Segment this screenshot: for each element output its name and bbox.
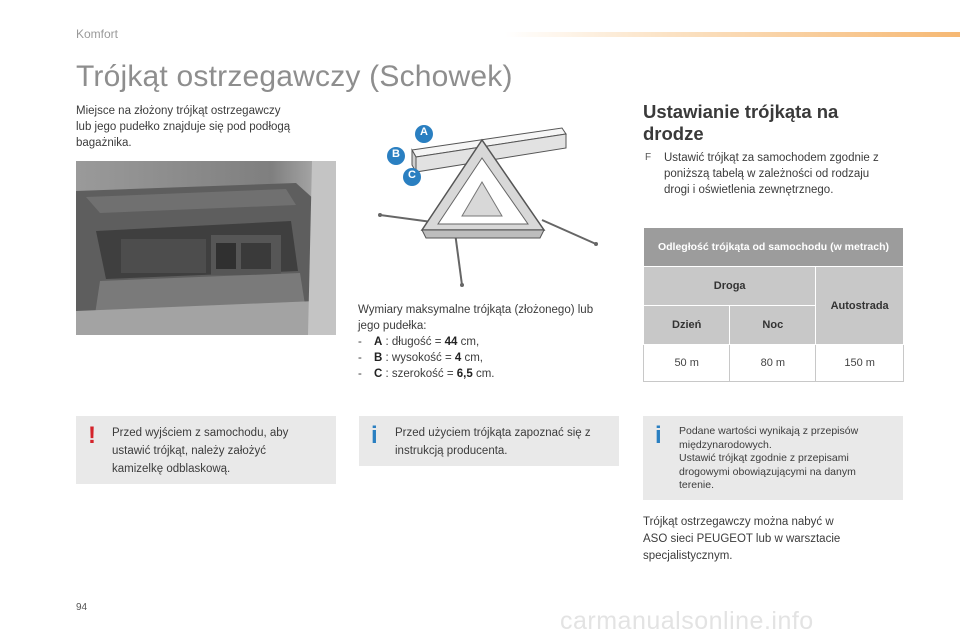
bullet-line: drogi i oświetlenia zewnętrznego. — [664, 184, 834, 196]
dimension-value: 4 — [454, 352, 462, 364]
intro-text — [76, 103, 321, 151]
label-a: A — [420, 126, 428, 138]
bullet-mark: F — [645, 152, 652, 163]
col-day: Dzień — [644, 306, 730, 345]
warning-line: kamizelkę odblaskową. — [112, 463, 231, 475]
info-note-regulations — [643, 416, 903, 500]
info-icon: i — [655, 422, 662, 449]
warning-note — [76, 416, 336, 484]
intro-line: lub jego pudełko znajduje się pod podłogą — [76, 121, 291, 133]
info-line: Podane wartości wynikają z przepisów — [679, 425, 859, 437]
intro-line: bagażnika. — [76, 137, 132, 149]
col-road: Droga — [644, 267, 816, 306]
warning-line: Przed wyjściem z samochodu, aby — [112, 427, 289, 439]
trunk-photo-illustration — [76, 161, 336, 335]
bullet-line: Ustawić trójkąt za samochodem zgodnie z — [664, 152, 879, 164]
purchase-line: ASO sieci PEUGEOT lub w warsztacie — [643, 533, 841, 545]
dimension-unit: cm. — [472, 368, 495, 380]
warning-line: ustawić trójkąt, należy założyć — [112, 445, 267, 457]
intro-line: Miejsce na złożony trójkąt ostrzegawczy — [76, 105, 281, 117]
warning-icon: ! — [88, 422, 96, 449]
warning-text — [112, 424, 332, 478]
warning-triangle-diagram — [372, 120, 608, 295]
bullet-line: poniższą tabelą w zależności od rodzaju — [664, 168, 870, 180]
info-text — [395, 424, 615, 460]
setup-heading-line: drodze — [643, 123, 704, 144]
info-line: Przed użyciem trójkąta zapoznać się z — [395, 427, 591, 439]
dimensions-intro: Wymiary maksymalne trójkąta (złożonego) lub — [358, 304, 594, 316]
dimension-item — [358, 350, 620, 366]
dimension-letter: B — [374, 352, 383, 364]
triangle-dimensions-illustration — [372, 120, 608, 295]
purchase-line: specjalistycznym. — [643, 550, 733, 562]
trunk-floor-photo — [76, 161, 336, 335]
dimension-value: 44 — [444, 336, 458, 348]
dimensions-text — [358, 302, 620, 382]
info-line: międzynarodowych. — [679, 438, 772, 451]
purchase-line: Trójkąt ostrzegawczy można nabyć w — [643, 516, 834, 528]
dimension-label: : wysokość = — [382, 352, 455, 364]
info-note-producer — [359, 416, 619, 466]
dash: - — [358, 352, 362, 364]
section-label: Komfort — [76, 27, 119, 41]
info-text — [679, 425, 901, 493]
value-highway: 150 m — [816, 345, 904, 382]
info-line: instrukcją producenta. — [395, 445, 508, 457]
distance-table — [643, 227, 904, 382]
dimension-value: 6,5 — [456, 368, 473, 380]
watermark: carmanualsonline.info — [560, 607, 814, 635]
dimension-letter: A — [374, 336, 383, 348]
label-b: B — [392, 148, 400, 160]
dimension-letter: C — [374, 368, 383, 380]
table-caption: Odległość trójkąta od samochodu (w metrach) — [644, 228, 904, 267]
bullet-text — [664, 150, 904, 198]
info-icon: i — [371, 422, 378, 449]
header-accent-bar — [505, 32, 960, 37]
col-highway: Autostrada — [816, 267, 904, 345]
dimension-item — [358, 366, 620, 382]
dimension-label: : długość = — [382, 336, 445, 348]
info-line: terenie. — [679, 479, 715, 491]
setup-heading — [643, 101, 903, 145]
dimensions-intro: jego pudełka: — [358, 320, 427, 332]
setup-heading-line: Ustawianie trójkąta na — [643, 101, 839, 122]
page-number: 94 — [76, 602, 88, 613]
col-night: Noc — [730, 306, 816, 345]
label-c: C — [408, 169, 416, 181]
info-line: drogowymi obowiązującymi na danym — [679, 465, 856, 478]
page-title: Trójkąt ostrzegawczy (Schowek) — [76, 60, 513, 93]
dimension-unit: cm, — [461, 352, 483, 364]
value-day: 50 m — [644, 345, 730, 382]
purchase-text — [643, 514, 873, 565]
dash: - — [358, 336, 362, 348]
value-night: 80 m — [730, 345, 816, 382]
info-line: Ustawić trójkąt zgodnie z przepisami — [679, 452, 849, 464]
dimension-label: : szerokość = — [382, 368, 457, 380]
dimension-unit: cm, — [457, 336, 480, 348]
dimension-item — [358, 334, 620, 350]
dash: - — [358, 368, 362, 380]
